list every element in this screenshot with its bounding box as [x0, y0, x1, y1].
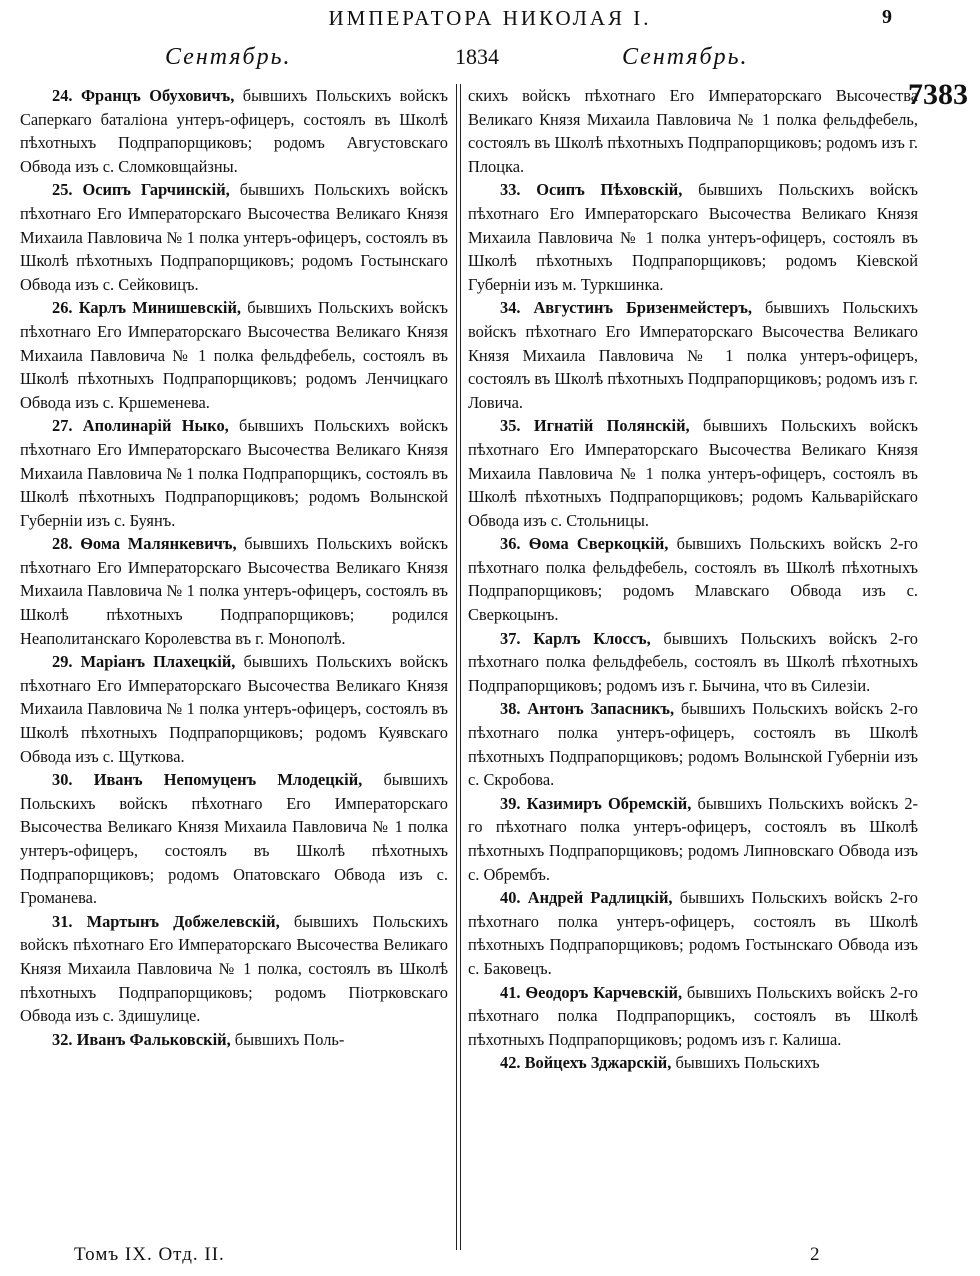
- entry-number: 36.: [500, 534, 521, 554]
- year: 1834: [455, 44, 499, 69]
- list-item: [468, 627, 918, 698]
- column-divider: [456, 84, 457, 1250]
- month-left: Сентябрь.: [165, 44, 292, 70]
- entry-name: Казимиръ Обремскій,: [526, 793, 692, 813]
- entry-text: бывшихъ Польскихъ войскъ 2-го пѣхотнаго полка унтеръ-офицеръ, состоялъ въ Школѣ пѣхотныхъ Подпрапорщиковъ; родомъ Гостынскаго Обвода изъ с. Баковецъ.: [468, 888, 918, 978]
- entry-text: бывшихъ Польскихъ войскъ Саперкаго баталіона унтеръ-офицеръ, состоялъ въ Школѣ пѣхотныхъ Подпрапорщиковъ; родомъ Августовскаго Обвода изъ с. Сломковщайзны.: [20, 86, 448, 176]
- entry-number: 31.: [52, 911, 73, 931]
- entry-name: Осипъ Гарчинскій,: [82, 180, 230, 200]
- entry-name: Осипъ Пѣховскій,: [536, 180, 683, 200]
- entry-number: 39.: [500, 793, 521, 813]
- sheet-signature: 2: [810, 1244, 820, 1265]
- entry-number: 40.: [500, 888, 521, 908]
- entry-name: Войцехъ Зджарскій,: [524, 1053, 672, 1073]
- entry-text: бывшихъ Польскихъ войскъ пѣхотнаго Его Императорскаго Высочества Великаго Князя Михаила Павловича № 1 полка унтеръ-офицеръ, состоялъ въ Школѣ пѣхотныхъ Подпрапорщиковъ; родомъ изъ г. Ловича.: [468, 298, 918, 412]
- list-item: [468, 532, 918, 626]
- list-item: [468, 296, 918, 414]
- document-number: 7383: [908, 78, 968, 111]
- entry-number: 35.: [500, 416, 521, 436]
- entry-text: бывшихъ Польскихъ войскъ 2-го пѣхотнаго полка фельдфебель, состоялъ въ Школѣ пѣхотныхъ Подпрапорщиковъ; родомъ изъ г. Бычина, что въ Силезіи.: [468, 628, 918, 695]
- entry-name: Мартынъ Добжелевскій,: [86, 911, 280, 931]
- entry-text: бывшихъ Польскихъ войскъ 2-го пѣхотнаго полка унтеръ-офицеръ, состоялъ въ Школѣ пѣхотныхъ Подпрапорщиковъ; родомъ Липновскаго Обвода изъ с. Обрембъ.: [468, 793, 918, 884]
- entry-number: 41.: [500, 982, 521, 1002]
- entry-text: бывшихъ Польскихъ войскъ 2-го пѣхотнаго полка Подпрапорщикъ, состоялъ въ Школѣ пѣхотныхъ Подпрапорщиковъ; родомъ изъ г. Калиша.: [468, 982, 918, 1049]
- entry-name: Антонъ Запасникъ,: [527, 699, 675, 719]
- entry-number: 32.: [52, 1029, 73, 1049]
- entry-text: бывшихъ Польскихъ войскъ пѣхотнаго Его Императорскаго Высочества Великаго Князя Михаила Павловича № 1 полка Подпрапорщикъ, состоялъ въ Школѣ пѣхотныхъ Подпрапорщиковъ; родомъ Волынской Губерніи изъ с. Буянъ.: [20, 416, 448, 530]
- entry-name: Ѳеодоръ Карчевскій,: [525, 982, 683, 1002]
- list-item: [20, 178, 448, 296]
- entry-number: 24.: [52, 86, 73, 105]
- entry-number: 34.: [500, 298, 521, 318]
- entry-name: Карлъ Минишевскій,: [78, 298, 242, 318]
- entry-number: 28.: [52, 534, 73, 554]
- entry-name: Иванъ Непомуценъ Млодецкій,: [93, 770, 363, 790]
- entry-name: Маріанъ Плахецкій,: [80, 652, 236, 672]
- entry-number: 27.: [52, 416, 73, 436]
- list-item: [20, 296, 448, 414]
- list-item: [20, 768, 448, 910]
- entry-text: бывшихъ Польскихъ войскъ пѣхотнаго Его Императорскаго Высочества Великаго Князя Михаила Павловича № 1 полка унтеръ-офицеръ, состоялъ въ Школѣ пѣхотныхъ Подпрапорщиковъ; родомъ Кальварійскаго Обвода изъ с. Стольницы.: [468, 416, 918, 530]
- list-item: [468, 792, 918, 886]
- entry-text: бывшихъ Польскихъ войскъ 2-го пѣхотнаго полка унтеръ-офицеръ, состоялъ въ Школѣ пѣхотныхъ Подпрапорщиковъ; родомъ Волынской Губерніи изъ с. Скробова.: [468, 699, 918, 790]
- list-item: [468, 981, 918, 1052]
- entry-number: 29.: [52, 652, 73, 672]
- page-number: 9: [882, 6, 892, 28]
- entry-text: бывшихъ Польскихъ войскъ пѣхотнаго Его Императорскаго Высочества Великаго Князя Михаила Павловича № 1 полка унтеръ-офицеръ, состоялъ въ Школѣ пѣхотныхъ Подпрапорщиковъ; родомъ Кіевской Губерніи изъ м. Туркшинка.: [468, 180, 918, 294]
- entry-name: Августинъ Бризенмейстеръ,: [533, 298, 752, 318]
- entry-text: бывшихъ Польскихъ войскъ пѣхотнаго Его Императорскаго Высочества Великаго Князя Михаила Павловича № 1 полка унтеръ-офицеръ, состоялъ въ Школѣ пѣхотныхъ Подпрапорщиковъ; родился Неаполитанскаго Королевства въ г. Монополѣ.: [20, 534, 448, 648]
- list-item: [20, 910, 448, 1028]
- list-item: [20, 1028, 448, 1052]
- continuation-text: скихъ войскъ пѣхотнаго Его Императорскаго Высочества Великаго Князя Михаила Павловича № 1 полка фельдфебель, состоялъ въ Школѣ пѣхотныхъ Подпрапорщиковъ; родомъ изъ г. Плоцка.: [468, 86, 918, 176]
- left-column: [20, 84, 448, 1051]
- entry-text: бывшихъ Поль-: [230, 1029, 345, 1049]
- entry-name: Ѳома Сверкоцкій,: [528, 534, 669, 554]
- entry-text: бывшихъ Польскихъ войскъ пѣхотнаго Его Императорскаго Высочества Великаго Князя Михаила Павловича № 1 полка унтеръ-офицеръ, состоялъ въ Школѣ пѣхотныхъ Подпрапорщиковъ; родомъ Гостынскаго Обвода изъ с. Сейковицъ.: [20, 180, 448, 294]
- column-divider: [460, 84, 461, 1250]
- list-item: [468, 697, 918, 791]
- entry-name: Игнатій Полянскій,: [533, 416, 690, 436]
- entry-number: 42.: [500, 1053, 521, 1073]
- list-item: [20, 650, 448, 768]
- entry-number: 30.: [52, 770, 73, 790]
- entry-text: бывшихъ Польскихъ: [671, 1053, 820, 1073]
- list-item: [20, 414, 448, 532]
- entry-text: бывшихъ Польскихъ войскъ пѣхотнаго Его Императорскаго Высочества Великаго Князя Михаила Павловича № 1 полка, состоялъ въ Школѣ пѣхотныхъ Подпрапорщиковъ; родомъ Піотрковскаго Обвода изъ с. Здишулице.: [20, 911, 448, 1026]
- entry-text: бывшихъ Польскихъ войскъ пѣхотнаго Его Императорскаго Высочества Великаго Князя Михаила Павловича № 1 полка унтеръ-офицеръ, состоялъ въ Школѣ пѣхотныхъ Подпрапорщиковъ; родомъ Опатовскаго Обвода изъ с. Громанева.: [20, 770, 448, 908]
- entry-number: 37.: [500, 628, 521, 648]
- entry-name: Иванъ Фальковскій,: [76, 1029, 231, 1049]
- page-header-title: ИМПЕРАТОРА НИКОЛАЯ I.: [328, 6, 652, 30]
- list-item: [468, 1051, 918, 1075]
- entry-name: Ѳома Малянкевичъ,: [80, 534, 237, 554]
- entry-name: Францъ Обуховичъ,: [80, 86, 235, 105]
- entry-name: Аполинарій Ныко,: [82, 416, 229, 436]
- entry-name: Андрей Радлицкій,: [527, 888, 673, 908]
- entry-text: бывшихъ Польскихъ войскъ пѣхотнаго Его Императорскаго Высочества Великаго Князя Михаила Павловича № 1 полка фельдфебель, состоялъ въ Школѣ пѣхотныхъ Подпрапорщиковъ; родомъ Ленчицкаго Обвода изъ с. Кршеменева.: [20, 298, 448, 412]
- entry-text: бывшихъ Польскихъ войскъ 2-го пѣхотнаго полка фельдфебель, состоялъ въ Школѣ пѣхотныхъ Подпрапорщиковъ; родомъ Млавскаго Обвода изъ с. Сверкоцынъ.: [468, 534, 918, 625]
- list-item: [20, 84, 448, 178]
- entry-number: 26.: [52, 298, 73, 318]
- list-item: [468, 178, 918, 296]
- entry-number: 33.: [500, 180, 521, 200]
- entry-number: 38.: [500, 699, 521, 719]
- entry-number: 25.: [52, 180, 73, 200]
- entry-name: Карлъ Клоссъ,: [533, 628, 651, 648]
- month-right: Сентябрь.: [622, 44, 749, 70]
- list-item: [468, 886, 918, 980]
- right-column: [468, 84, 918, 1075]
- list-item: [468, 414, 918, 532]
- volume-signature: Томъ IX. Отд. II.: [74, 1244, 225, 1265]
- list-item: [20, 532, 448, 650]
- entry-text: бывшихъ Польскихъ войскъ пѣхотнаго Его Императорскаго Высочества Великаго Князя Михаила Павловича № 1 полка унтеръ-офицеръ, состоялъ въ Школѣ пѣхотныхъ Подпрапорщиковъ; родомъ Куявскаго Обвода изъ с. Щуткова.: [20, 652, 448, 766]
